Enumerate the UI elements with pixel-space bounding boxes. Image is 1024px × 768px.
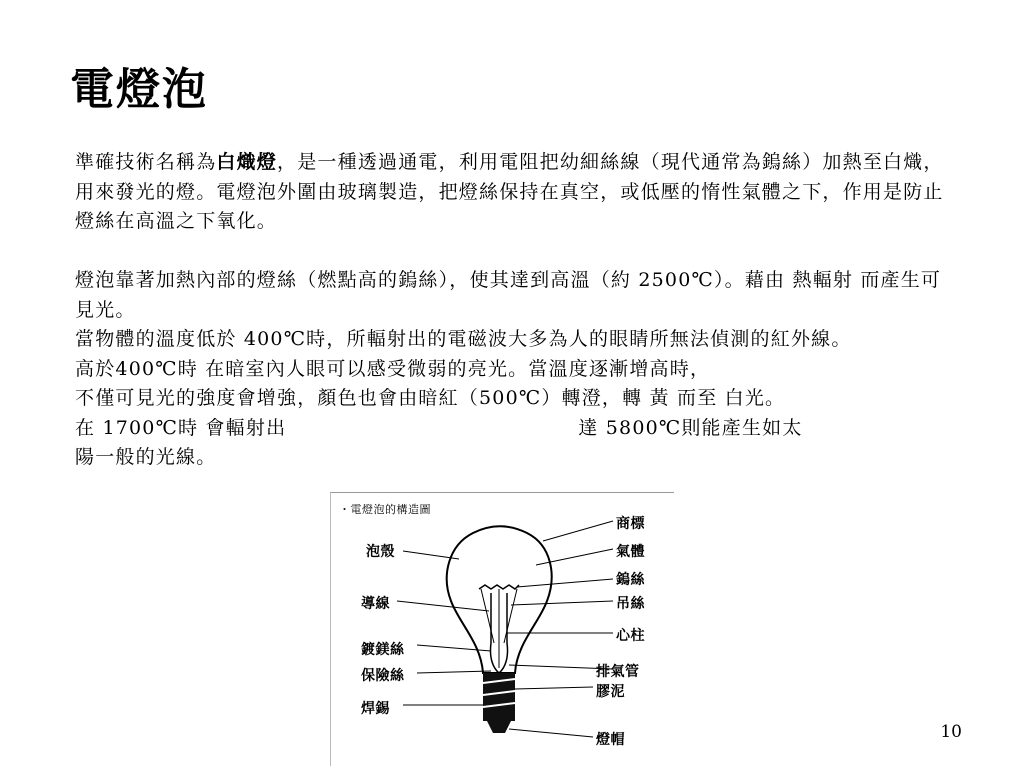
label-stem: 心柱 bbox=[616, 628, 645, 644]
filament-shape bbox=[479, 585, 519, 589]
slide-title: 電燈泡 bbox=[70, 64, 208, 115]
label-tungsten-filament: 鎢絲 bbox=[616, 572, 645, 588]
label-fuse-wire: 保險絲 bbox=[361, 668, 405, 684]
page-number: 10 bbox=[940, 722, 962, 742]
label-exhaust-tube: 排氣管 bbox=[596, 664, 640, 680]
paragraph-color-change: 不僅可見光的強度會增強，顏色也會由暗紅（500℃）轉澄，轉 黃 而至 白光。 bbox=[75, 387, 786, 409]
label-cement: 膠泥 bbox=[596, 684, 625, 700]
paragraph-sunlight-end: 達 5800℃則能產生如太 bbox=[578, 416, 803, 439]
label-support-wire: 吊絲 bbox=[616, 596, 645, 612]
paragraph-infrared: 當物體的溫度低於 400℃時，所輻射出的電磁波大多為人的眼睛所無法偵測的紅外線。 bbox=[75, 328, 852, 350]
label-nickel-wire: 鍍鎂絲 bbox=[361, 642, 405, 658]
label-gas: 氣體 bbox=[616, 544, 645, 560]
label-trademark: 商標 bbox=[616, 516, 645, 532]
figure-caption: ・電燈泡的構造圖 bbox=[339, 503, 431, 516]
label-cap: 燈帽 bbox=[596, 732, 625, 748]
paragraph-sunlight bbox=[75, 414, 945, 444]
intro-rest: ，是一種透過通電，利用電阻把幼細絲線（現代通常為鎢絲）加熱至白熾，用來發光的燈。電燈泡外圍由玻璃製造，把燈絲保持在真空，或低壓的惰性氣體之下，作用是防止燈絲在高溫之下氧化。 bbox=[75, 151, 944, 232]
paragraph-heat: 燈泡靠著加熱內部的燈絲（燃點高的鎢絲），使其達到高溫（約 2500℃）。藉由 熱輻射 而產生可見光。 bbox=[75, 269, 942, 321]
intro-bold-term: 白熾燈 bbox=[216, 151, 278, 173]
label-lead-wire: 導線 bbox=[361, 596, 390, 612]
paragraph-sunlight-tail: 陽一般的光線。 bbox=[75, 446, 217, 468]
label-solder: 焊錫 bbox=[361, 701, 390, 717]
paragraph-sunlight-start: 在 1700℃時 會輻射出 bbox=[75, 416, 287, 439]
paragraph-dim-light: 高於400℃時 在暗室內人眼可以感受微弱的亮光。當溫度逐漸增高時， bbox=[75, 357, 711, 380]
body-text bbox=[75, 148, 945, 473]
lightbulb-diagram bbox=[330, 492, 674, 766]
intro-paragraph bbox=[75, 148, 945, 237]
label-bulb-shell: 泡殼 bbox=[366, 544, 395, 560]
intro-prefix: 準確技術名稱為 bbox=[75, 151, 217, 173]
